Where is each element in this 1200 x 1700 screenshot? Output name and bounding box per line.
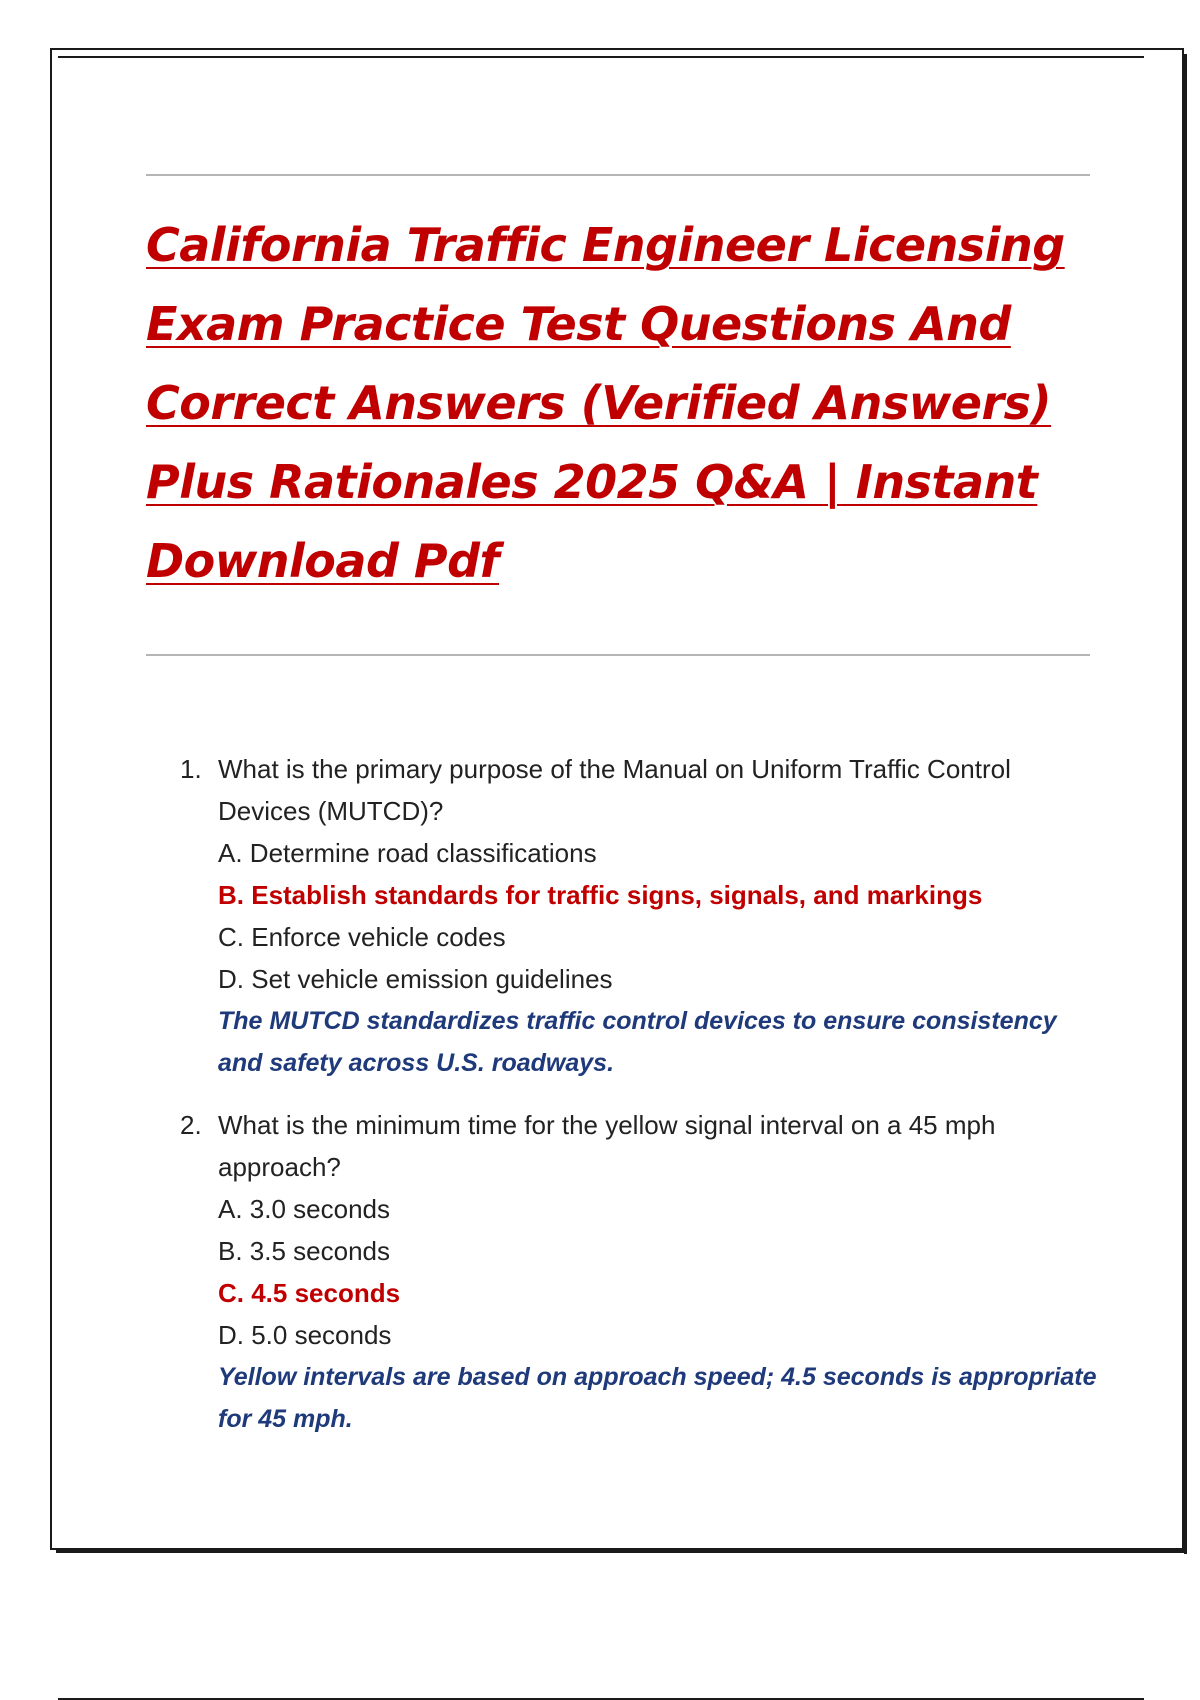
answer-option-d: D. 5.0 seconds xyxy=(218,1320,392,1350)
answer-option-c-correct: C. 4.5 seconds xyxy=(218,1278,401,1308)
question-list xyxy=(178,748,1098,1460)
answer-rationale: Yellow intervals are based on approach speed; 4.5 seconds is appropriate for 45 mph. xyxy=(218,1363,1097,1433)
answer-rationale: The MUTCD standardizes traffic control devices to ensure consistency and safety across U.S. roadways. xyxy=(218,1007,1057,1077)
answer-option-a: A. 3.0 seconds xyxy=(218,1194,390,1224)
title-bottom-rule xyxy=(146,654,1090,656)
question-text: What is the primary purpose of the Manual on Uniform Traffic Control Devices (MUTCD)? xyxy=(218,754,1011,826)
page-border-shadow-bottom xyxy=(56,1550,1187,1553)
answer-option-d: D. Set vehicle emission guidelines xyxy=(218,964,613,994)
question-text: What is the minimum time for the yellow signal interval on a 45 mph approach? xyxy=(218,1110,996,1182)
answer-option-c: C. Enforce vehicle codes xyxy=(218,922,506,952)
header-line xyxy=(58,56,1144,58)
title-top-rule xyxy=(146,174,1090,176)
question-number: 1. xyxy=(180,754,202,784)
question-number: 2. xyxy=(180,1110,202,1140)
page-border-shadow-right xyxy=(1184,54,1187,1554)
answer-option-b: B. 3.5 seconds xyxy=(218,1236,390,1266)
document-title: California Traffic Engineer Licensing Exam Practice Test Questions And Correct Answers (Verified Answers) Plus Rationales 2025 Q&A | Instant Download Pdf xyxy=(146,218,1065,588)
question-item xyxy=(178,748,1098,1084)
question-item xyxy=(178,1104,1098,1440)
answer-option-a: A. Determine road classifications xyxy=(218,838,597,868)
answer-option-b-correct: B. Establish standards for traffic signs, signals, and markings xyxy=(218,880,983,910)
